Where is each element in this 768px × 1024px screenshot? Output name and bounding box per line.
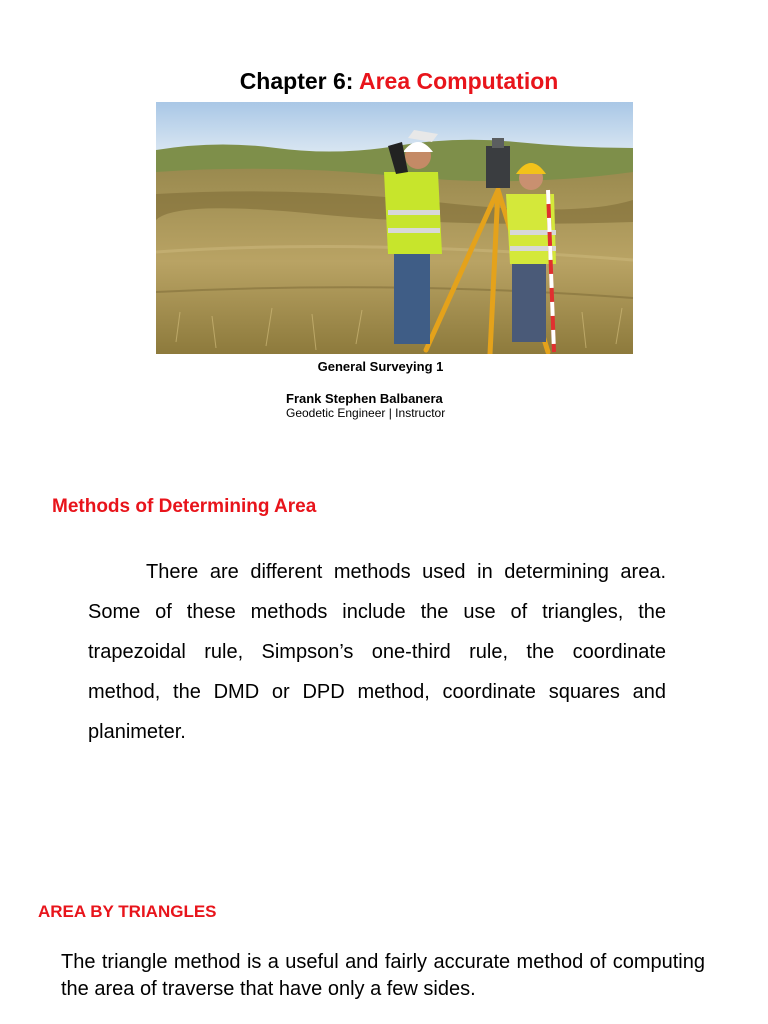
section-heading-triangles: AREA BY TRIANGLES bbox=[38, 902, 217, 921]
triangles-paragraph: The triangle method is a useful and fairly accurate method of computing the area of traverse that have only a few sides. bbox=[61, 951, 705, 1000]
chapter-topic: Area Computation bbox=[358, 68, 559, 94]
author-role: Geodetic Engineer | Instructor bbox=[286, 406, 446, 420]
course-name: General Surveying 1 bbox=[317, 359, 444, 374]
author-name: Frank Stephen Balbanera bbox=[286, 391, 443, 406]
section-heading-methods: Methods of Determining Area bbox=[52, 496, 317, 517]
chapter-label: Chapter 6: bbox=[239, 68, 359, 94]
surveyors-photo bbox=[156, 102, 633, 354]
chapter-title bbox=[0, 68, 768, 95]
methods-paragraph: There are different methods used in determining area. Some of these methods include the use of triangles, the trapezoidal rule, Simpson’s one-third rule, the coordinate method, the DMD or DPD method, coordinate squares and planimeter. bbox=[88, 561, 666, 743]
